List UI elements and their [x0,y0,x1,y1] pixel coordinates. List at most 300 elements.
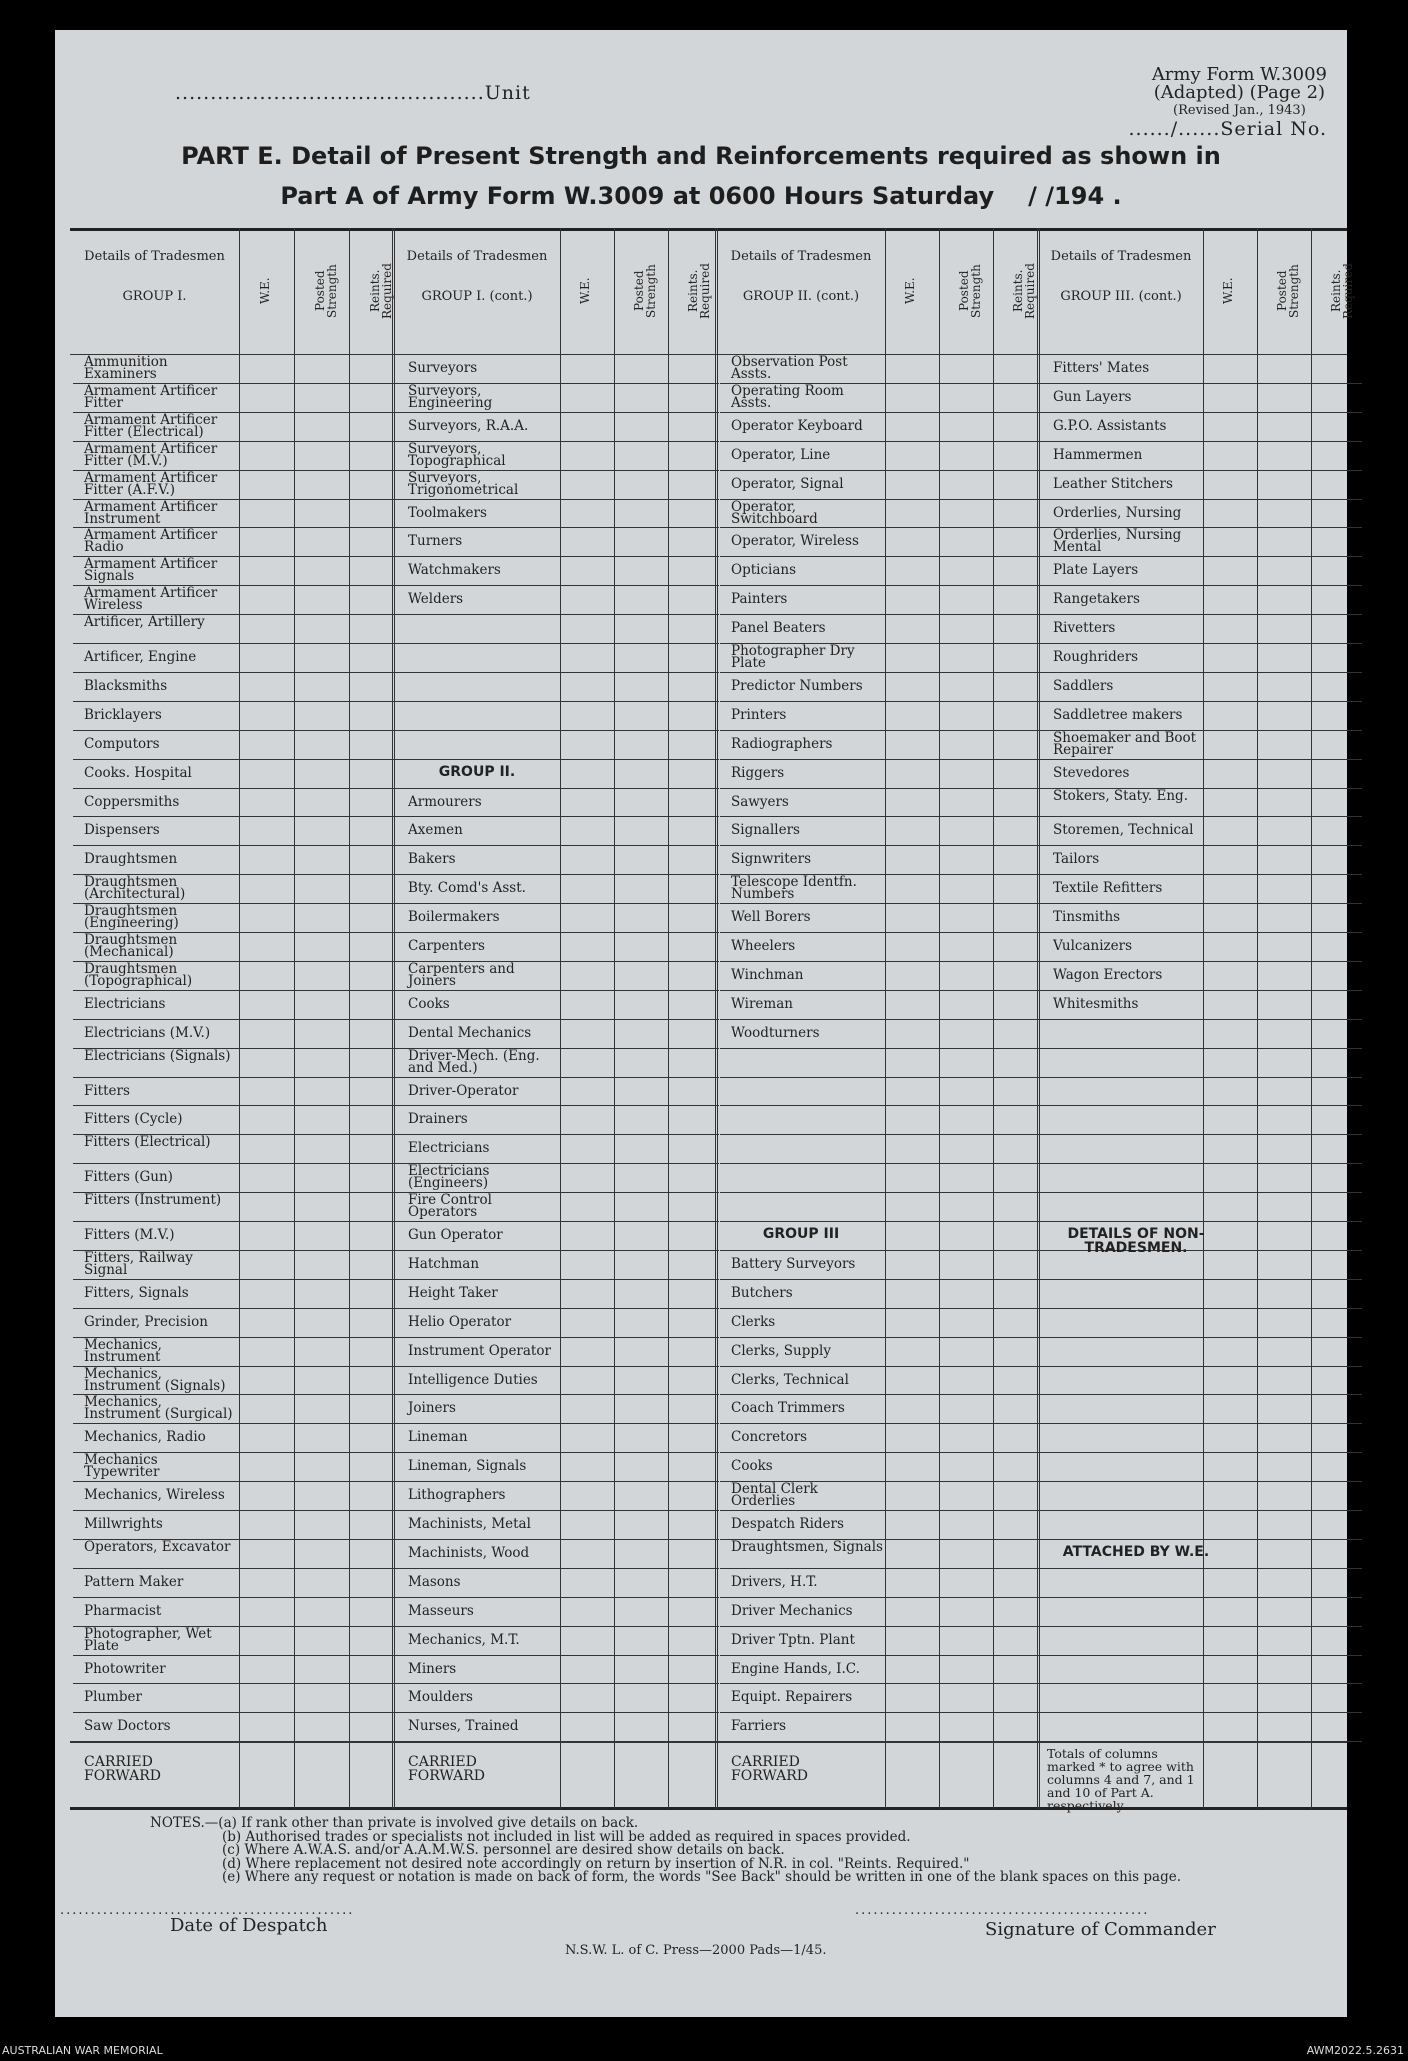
tradesman-row-label: Rivetters [1053,620,1116,637]
tradesman-row-label: Observation Post Assts. [731,354,848,382]
col-header-reints: Reints. Required [686,263,712,319]
unit-field: ............................................Unit [175,82,531,104]
tradesman-row-label: Wireman [731,995,793,1012]
row-line [397,1597,719,1598]
row-line [1042,1366,1362,1367]
tradesman-row-label: Photographer, Wet Plate [84,1625,212,1654]
row-line [1042,1134,1362,1135]
tradesman-row-label: Despatch Riders [731,1516,844,1532]
tradesman-row-label: Predictor Numbers [731,677,863,694]
tradesman-row-label: Machinists, Metal [408,1516,531,1532]
group-heading: DETAILS OF NON-TRADESMEN. [1067,1226,1205,1256]
tradesman-row-label: Fitters [84,1082,130,1099]
row-line [397,643,719,644]
col-header-we: W.E. [903,277,917,305]
row-line [720,1452,1044,1453]
row-line [73,1279,401,1280]
row-line [397,672,719,673]
tradesman-row-label: Saw Doctors [84,1718,171,1735]
tradesman-row-label: Surveyors, Trigonometrical [408,469,519,498]
tradesman-row-label: Artificer, Engine [84,649,197,665]
tradesman-row-label: Wagon Erectors [1053,966,1163,983]
row-line [397,816,719,817]
tradesman-row-label: Pattern Maker [84,1573,184,1590]
tradesman-row-label: Textile Refitters [1053,880,1163,897]
tradesman-row-label: Electricians (Signals) [84,1047,231,1064]
row-line [397,527,719,528]
row-line [720,527,1044,528]
row-line [1042,1481,1362,1482]
tradesman-row-label: Driver-Mech. (Eng. and Med.) [408,1047,540,1076]
tradesman-row-label: Toolmakers [408,504,487,521]
row-line [73,1423,401,1424]
row-line [1042,383,1362,384]
row-line [397,614,719,615]
row-line [720,1048,1044,1049]
tradesman-row-label: Fitters (Gun) [84,1169,173,1186]
press-imprint: N.S.W. L. of C. Press—2000 Pads—1/45. [565,1942,827,1958]
row-line [397,874,719,875]
row-line [73,759,401,760]
row-line [397,1134,719,1135]
tradesman-row-label: G.P.O. Assistants [1053,417,1167,434]
row-line [1042,1510,1362,1511]
row-line [73,1481,401,1482]
strength-table [70,228,1355,1814]
details-header: Details of Tradesmen [406,249,548,264]
tradesman-row-label: Boilermakers [408,909,500,926]
row-line [720,816,1044,817]
col-header-posted: Posted Strength [957,264,983,318]
row-line [1042,1192,1362,1193]
row-line [720,1221,1044,1222]
tradesman-row-label: Driver-Operator [408,1082,519,1099]
tradesman-row-label: Printers [731,706,787,723]
row-line [720,903,1044,904]
tradesman-row-label: Orderlies, Nursing Mental [1053,527,1182,556]
row-line [1042,643,1362,644]
row-line [73,701,401,702]
tradesman-row-label: Nurses, Trained [408,1718,519,1735]
row-line [397,556,719,557]
group-heading: GROUP III [762,1226,840,1242]
row-line [1042,441,1362,442]
tradesman-row-label: Plumber [84,1689,142,1706]
tradesman-row-label: Telescope Identfn. Numbers [731,874,857,903]
tradesman-row-label: Fitters (Instrument) [84,1192,222,1209]
row-line [720,1423,1044,1424]
tradesman-row-label: Whitesmiths [1053,995,1139,1012]
tradesman-row-label: Drivers, H.T. [731,1573,818,1590]
row-line [73,730,401,731]
row-line [1042,845,1362,846]
row-line [720,412,1044,413]
row-line [73,816,401,817]
row-line [720,1163,1044,1164]
col-header-reints: Reints. Required [367,263,394,319]
tradesman-row-label: Electricians [408,1140,490,1157]
tradesman-row-label: Surveyors, Engineering [408,382,493,411]
tradesman-row-label: Photowriter [84,1660,166,1677]
row-line [73,990,401,991]
row-line [720,1626,1044,1627]
credit-left: AUSTRALIAN WAR MEMORIAL [2,2044,163,2057]
tradesman-row-label: Bricklayers [84,706,162,723]
tradesman-row-label: Fitters, Signals [84,1284,189,1301]
form-title-line-2-text: Part A of Army Form W.3009 at 0600 Hours Saturday [280,182,995,210]
tradesman-row-label: Lithographers [408,1487,506,1504]
row-line [1042,1568,1362,1569]
row-line [397,701,719,702]
tradesman-row-label: Vulcanizers [1053,938,1133,954]
group-header: GROUP I. (cont.) [421,289,533,304]
row-line [720,1134,1044,1135]
tradesman-row-label: Armament Artificer Instrument [84,498,218,527]
note-line: NOTES.—(a) If rank other than private is involved give details on back. [150,1815,639,1832]
tradesman-row-label: Cooks [731,1458,773,1475]
serial-field: ....../......Serial No. [1128,118,1327,140]
tradesman-row-label: Computors [84,735,160,752]
tradesman-row-label: Engine Hands, I.C. [731,1660,860,1677]
row-line [397,1539,719,1540]
tradesman-row-label: Tailors [1053,851,1100,868]
form-id-line-1: Army Form W.3009 [1151,64,1327,85]
tradesman-row-label: Electricians [84,995,166,1012]
row-line [397,845,719,846]
tradesman-row-label: Painters [731,591,788,608]
block-divider [1037,228,1040,1809]
row-line [397,1337,719,1338]
row-line [73,672,401,673]
row-line [1042,903,1362,904]
tradesman-row-label: Battery Surveyors [731,1255,856,1272]
row-line [397,730,719,731]
col-header-posted: Posted Strength [632,264,658,318]
tradesman-row-label: Drainers [408,1111,468,1128]
block-divider [392,228,395,1809]
row-line [720,932,1044,933]
row-line [1042,1308,1362,1309]
tradesman-row-label: Welders [408,591,464,608]
row-line [1042,1539,1362,1540]
row-line [397,759,719,760]
tradesman-row-label: Armament Artificer Fitter (M.V.) [84,440,218,469]
tradesman-row-label: Operator Keyboard [731,417,863,434]
row-line [397,1481,719,1482]
form-id-line-3: (Revised Jan., 1943) [1173,103,1306,118]
tradesman-row-label: Equipt. Repairers [731,1689,853,1706]
tradesman-row-label: Fitters (Electrical) [84,1134,211,1151]
tradesman-row-label: Coach Trimmers [731,1400,845,1417]
details-header: Details of Tradesmen [84,249,225,264]
tradesman-row-label: Armament Artificer Wireless [84,585,218,614]
row-line [720,961,1044,962]
tradesman-row-label: Cooks. Hospital [84,764,192,781]
tradesman-row-label: Armourers [408,793,482,810]
group-header: GROUP III. (cont.) [1060,289,1182,304]
form-title-line-2 [55,182,1347,210]
row-line [1042,470,1362,471]
tradesman-row-label: Driver Tptn. Plant [731,1631,855,1648]
row-line [720,1683,1044,1684]
row-line [73,1597,401,1598]
form-page [55,30,1355,2017]
row-line [1042,1279,1362,1280]
signature-dots: ................................................ [855,1902,1150,1918]
tradesman-row-label: Electricians (Engineers) [408,1163,490,1192]
tradesman-row-label: Fitters (M.V.) [84,1227,175,1243]
form-title-date: / /194 . [1028,182,1122,210]
row-line [720,1568,1044,1569]
tradesman-row-label: Mechanics, Instrument (Surgical) [84,1394,233,1423]
row-line [397,1568,719,1569]
tradesman-row-label: Pharmacist [84,1602,162,1619]
row-line [720,1250,1044,1251]
row-line [720,1077,1044,1078]
carried-forward-label: CARRIED FORWARD [84,1754,161,1785]
row-line [720,730,1044,731]
tradesman-row-label: Saddlers [1053,677,1114,694]
row-line [397,1250,719,1251]
tradesman-row-label: Leather Stitchers [1053,475,1173,492]
tradesman-row-label: Miners [408,1660,457,1677]
tradesman-row-label: Masseurs [408,1602,474,1619]
tradesman-row-label: Moulders [408,1689,473,1706]
tradesman-row-label: Electricians (M.V.) [84,1024,211,1041]
tradesman-row-label: Watchmakers [408,562,501,579]
row-line [73,1568,401,1569]
row-line [73,1655,401,1656]
tradesman-row-label: Grinder, Precision [84,1313,208,1330]
tradesman-row-label: Butchers [731,1284,793,1301]
tradesman-row-label: Millwrights [84,1516,163,1532]
tradesman-row-label: Tinsmiths [1053,909,1121,926]
row-line [73,643,401,644]
row-line [1042,1163,1362,1164]
row-line [1042,1394,1362,1395]
col-header-reints: Reints. Required [1011,263,1037,319]
note-line: (c) Where A.W.A.S. and/or A.A.M.W.S. personnel are desired show details on back. [222,1842,785,1859]
tradesman-row-label: Mechanics, Instrument [84,1336,162,1365]
tradesman-row-label: Rangetakers [1053,591,1140,608]
row-line [73,1308,401,1309]
tradesman-row-label: Mechanics, Instrument (Signals) [84,1365,226,1394]
tradesman-row-label: Woodturners [731,1024,820,1041]
tradesman-row-label: Panel Beaters [731,620,826,637]
tradesman-row-label: Clerks, Supply [731,1342,831,1359]
tradesman-row-label: Roughriders [1053,649,1139,665]
tradesman-row-label: Stokers, Staty. Eng. [1053,787,1188,804]
tradesman-row-label: Orderlies, Nursing [1053,504,1182,521]
tradesman-row-label: Concretors [731,1429,808,1446]
tradesman-row-label: Turners [408,533,463,550]
despatch-dots: ................................................ [60,1902,355,1918]
tradesman-row-label: Draughtsmen [84,851,178,868]
row-line [397,1077,719,1078]
tradesman-row-label: Draughtsmen (Mechanical) [84,932,178,960]
tradesman-row-label: Opticians [731,562,797,579]
tradesman-row-label: Draughtsmen, Signals [731,1538,883,1555]
header-rule [70,354,1347,355]
row-line [1042,1221,1362,1222]
row-line [397,1626,719,1627]
row-line [397,1279,719,1280]
row-line [720,1366,1044,1367]
row-line [73,1019,401,1020]
row-line [397,585,719,586]
row-line [720,1597,1044,1598]
tradesman-row-label: Masons [408,1573,461,1590]
row-line [720,1192,1044,1193]
row-line [397,1655,719,1656]
details-header: Details of Tradesmen [730,249,872,264]
row-line [397,1423,719,1424]
tradesman-row-label: Operating Room Assts. [731,382,844,411]
form-identifier [1152,66,1327,120]
row-line [1042,1077,1362,1078]
col-header-reints: Reints. Required [1329,263,1355,319]
note-line: (d) Where replacement not desired note accordingly on return by insertion of N.R. in col. "Reints. Required." [222,1855,970,1872]
row-line [397,903,719,904]
tradesman-row-label: Armament Artificer Fitter (Electrical) [84,411,218,440]
row-line [73,1105,401,1106]
tradesman-row-label: Signallers [731,822,800,839]
date-of-despatch-label: Date of Despatch [170,1914,328,1936]
row-line [1042,961,1362,962]
tradesman-row-label: Draughtsmen (Engineering) [84,903,179,932]
tradesman-row-label: Mechanics, Wireless [84,1487,225,1504]
row-line [397,1394,719,1395]
form-title-line-1: PART E. Detail of Present Strength and Reinforcements required as shown in [181,142,1221,170]
tradesman-row-label: Clerks, Technical [731,1371,849,1388]
row-line [720,614,1044,615]
row-line [1042,585,1362,586]
tradesman-row-label: Farriers [731,1718,787,1735]
tradesman-row-label: Surveyors [408,360,478,376]
row-line [1042,1105,1362,1106]
tradesman-row-label: Saddletree makers [1053,706,1183,723]
col-header-posted: Posted Strength [312,264,339,318]
row-line [720,759,1044,760]
row-line [1042,1655,1362,1656]
row-line [1042,1597,1362,1598]
row-line [73,1510,401,1511]
form-id-line-2: (Adapted) (Page 2) [1153,82,1326,103]
tradesman-row-label: Fitters' Mates [1053,360,1150,376]
row-line [1042,1048,1362,1049]
group-heading: ATTACHED BY W.E. [1062,1543,1210,1560]
tradesman-row-label: Height Taker [408,1284,498,1301]
col-header-we: W.E. [257,277,272,305]
tradesman-row-label: Fitters, Railway Signal [84,1249,193,1278]
row-line [720,701,1044,702]
tradesman-row-label: Hatchman [408,1255,480,1272]
row-line [1042,1019,1362,1020]
row-line [1042,499,1362,500]
tradesman-row-label: Radiographers [731,735,833,752]
row-line [397,499,719,500]
row-line [720,1655,1044,1656]
group-header: GROUP I. [122,289,187,304]
tradesman-row-label: Armament Artificer Fitter (A.F.V.) [84,469,218,498]
tradesman-row-label: Surveyors, Topographical [408,440,506,469]
row-line [720,1510,1044,1511]
tradesman-row-label: Clerks [731,1313,776,1330]
row-line [720,556,1044,557]
col-header-we: W.E. [1221,277,1235,305]
tradesman-row-label: Hammermen [1053,446,1143,463]
tradesman-row-label: Ammunition Examiners [84,354,168,382]
row-line [397,788,719,789]
row-line [73,845,401,846]
row-line [720,1712,1044,1713]
row-line [397,1510,719,1511]
row-line [720,1394,1044,1395]
row-line [1042,759,1362,760]
carried-forward-label: CARRIED FORWARD [408,1754,485,1785]
tradesman-row-label: Photographer Dry Plate [731,643,855,671]
row-line [397,1452,719,1453]
tradesman-row-label: Draughtsmen (Architectural) [84,874,186,903]
row-line [1042,672,1362,673]
signature-label: Signature of Commander [985,1918,1216,1940]
row-line [397,1105,719,1106]
row-line [397,412,719,413]
tradesman-row-label: Coppersmiths [84,793,180,810]
tradesman-row-label: Riggers [731,764,785,781]
tradesman-row-label: Driver Mechanics [731,1602,853,1619]
group-heading: GROUP II. [438,763,516,780]
tradesman-row-label: Gun Layers [1053,388,1132,405]
row-line [397,1683,719,1684]
tradesman-row-label: Operator, Wireless [731,533,859,550]
row-line [1042,1683,1362,1684]
note-line: (b) Authorised trades or specialists not included in list will be added as required in spaces provided. [222,1828,911,1845]
table-top-rule [70,228,1347,231]
carried-forward-rule [70,1741,1347,1743]
row-line [720,1279,1044,1280]
totals-note: Totals of columns marked * to agree with columns 4 and 7, and 1 and 10 of Part A. respectively. [1047,1746,1195,1814]
tradesman-row-label: Shoemaker and Boot Repairer [1053,729,1197,758]
tradesman-row-label: Artificer, Artillery [84,614,205,631]
tradesman-row-label: Operator, Signal [731,475,844,492]
tradesman-row-label: Gun Operator [408,1227,503,1243]
tradesman-row-label: Joiners [408,1400,456,1417]
tradesman-row-label: Well Borers [731,909,811,926]
tradesman-row-label: Operator, Line [731,446,831,463]
row-line [397,1712,719,1713]
block-divider [715,228,718,1809]
tradesman-row-label: Wheelers [731,938,796,954]
tradesman-row-label: Carpenters and Joiners [408,960,515,989]
row-line [720,1105,1044,1106]
row-line [73,788,401,789]
row-line [397,990,719,991]
credit-right: AWM2022.5.2631 [1306,2044,1404,2057]
tradesman-row-label: Sawyers [731,793,789,810]
tradesman-row-label: Mechanics, M.T. [408,1631,520,1648]
notes-block [150,1817,1181,1885]
row-line [720,585,1044,586]
row-line [1042,990,1362,991]
tradesman-row-label: Storemen, Technical [1053,822,1194,839]
tradesman-row-label: Surveyors, R.A.A. [408,417,529,434]
row-line [720,845,1044,846]
tradesman-row-label: Machinists, Wood [408,1544,530,1561]
tradesman-row-label: Intelligence Duties [408,1371,538,1388]
tradesman-row-label: Winchman [731,966,804,983]
tradesman-row-label: Dental Mechanics [408,1024,532,1041]
